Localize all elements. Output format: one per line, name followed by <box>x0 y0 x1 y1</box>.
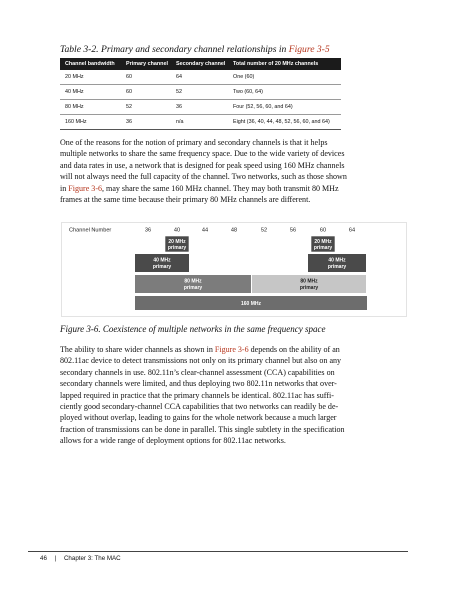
paragraph-line: ployed without overlap, leading to gains for the whole network because a much larger <box>60 413 337 423</box>
text-span: , may share the same 160 MHz channel. They may both transmit 80 MHz <box>102 183 339 193</box>
bar-label: primary <box>183 285 203 292</box>
figure-3-5-link[interactable]: Figure 3-5 <box>288 44 330 55</box>
table-cell: 60 <box>121 85 171 100</box>
table-cell: n/a <box>171 115 228 130</box>
paragraph-line: lapped required in practice that the primary channels be identical. 802.11ac has suffi- <box>60 390 334 400</box>
bar-label: primary <box>313 245 333 252</box>
table-cell: 52 <box>121 100 171 115</box>
table-header-row <box>60 58 341 70</box>
column-header-secondary-channel: Secondary channel <box>171 58 228 70</box>
table-cell: 20 MHz <box>60 70 121 85</box>
paragraph-line: One of the reasons for the notion of primary and secondary channels is that it helps <box>60 138 328 147</box>
table-row <box>60 100 341 115</box>
table-cell: 36 <box>121 115 171 130</box>
paragraph-line <box>60 344 406 355</box>
bar-label: 20 MHz <box>168 238 186 245</box>
paragraph-line: allows for a wide range of deployment options for 802.11ac networks. <box>60 436 286 446</box>
figure-3-6-link[interactable]: Figure 3-6 <box>68 183 103 193</box>
figure-caption: Figure 3-6. Coexistence of multiple networks in the same frequency space <box>60 324 326 334</box>
channel-tick: 44 <box>201 227 209 234</box>
paragraph-line: frames at the same time because their primary 80 MHz channels are different. <box>60 195 311 205</box>
channel-tick: 60 <box>319 227 327 234</box>
table-cell: 160 MHz <box>60 115 121 130</box>
paragraph-line: multiple networks to share the same frequency space. Due to the wide variety of devices <box>60 149 345 159</box>
table-cell: Four (52, 56, 60, and 64) <box>228 100 341 115</box>
figure-3-6-link[interactable]: Figure 3-6 <box>214 345 249 354</box>
bar-label: 20 MHz <box>314 238 332 245</box>
column-header-total-channels: Total number of 20 MHz channels <box>228 58 341 70</box>
page-footer <box>40 555 121 562</box>
channel-diagram <box>61 222 407 317</box>
channel-number-label: Channel Number <box>69 227 112 234</box>
table-cell: One (60) <box>228 70 341 85</box>
channel-tick: 40 <box>173 227 181 234</box>
table-cell: Eight (36, 40, 44, 48, 52, 56, 60, and 64) <box>228 115 341 130</box>
table-row <box>60 115 341 130</box>
text-span: The ability to share wider channels as shown in <box>60 345 215 354</box>
channel-tick: 36 <box>144 227 152 234</box>
column-header-primary-channel: Primary channel <box>121 58 171 70</box>
page-number: 46 <box>40 555 47 562</box>
bar-label: primary <box>152 264 172 271</box>
footer-rule <box>28 551 408 552</box>
table-cell: Two (60, 64) <box>228 85 341 100</box>
bar-label: 160 MHz <box>240 301 262 308</box>
channel-tick: 64 <box>348 227 356 234</box>
bar-label: 80 MHz <box>300 278 318 285</box>
table-cell: 80 MHz <box>60 100 121 115</box>
body-paragraph-1 <box>60 137 406 205</box>
paragraph-line <box>60 183 406 194</box>
bar-label: primary <box>327 264 347 271</box>
table-row <box>60 85 341 100</box>
table-caption <box>60 44 330 55</box>
paragraph-line: secondary channels in use. 802.11n’s clear-channel assessment (CCA) capabilities on <box>60 367 335 377</box>
bar-label: primary <box>299 285 319 292</box>
bar-label: 80 MHz <box>184 278 202 285</box>
bar-label: 40 MHz <box>328 257 346 264</box>
paragraph-line: secondary channels were limited, and thus deploying two 802.11n networks that over- <box>60 379 337 389</box>
paragraph-line: ciently good secondary-channel CCA capabilities that two networks can readily be de- <box>60 402 339 412</box>
paragraph-line: and data rates in use, a network that is designed for peak speed using 160 MHz channels <box>60 160 345 170</box>
table-cell: 36 <box>171 100 228 115</box>
table-cell: 60 <box>121 70 171 85</box>
footer-separator: | <box>54 555 57 562</box>
bar-label: primary <box>167 245 187 252</box>
text-span: in <box>60 183 69 193</box>
paragraph-line: fraction of transmissions can be done in parallel. This single subtlety in the specification <box>60 424 345 434</box>
table-cell: 40 MHz <box>60 85 121 100</box>
channel-tick: 52 <box>260 227 268 234</box>
table-cell: 52 <box>171 85 228 100</box>
table-caption-text: Table 3-2. Primary and secondary channel relationships in <box>60 44 289 55</box>
column-header-channel-bandwidth: Channel bandwidth <box>60 58 121 70</box>
channel-relationship-table <box>60 58 341 130</box>
paragraph-line: will not always need the full capacity of the channel. Two networks, such as those shown <box>60 172 347 182</box>
paragraph-line: 802.11ac device to detect transmissions not only on its primary channel but also on any <box>60 356 342 366</box>
body-paragraph-2 <box>60 344 406 447</box>
bar-label: 40 MHz <box>153 257 171 264</box>
text-span: depends on the ability of an <box>248 345 340 354</box>
table-row <box>60 70 341 85</box>
channel-tick: 56 <box>289 227 297 234</box>
chapter-title: Chapter 3: The MAC <box>63 555 121 562</box>
channel-tick: 48 <box>230 227 238 234</box>
table-cell: 64 <box>171 70 228 85</box>
